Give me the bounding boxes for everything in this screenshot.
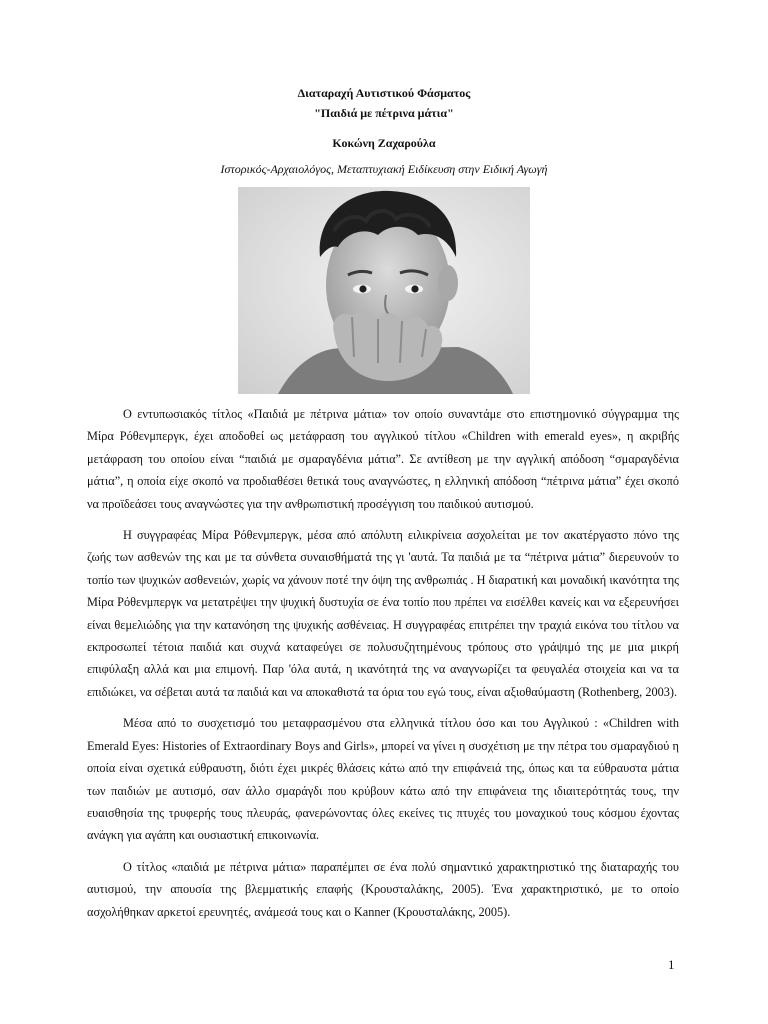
child-photo-illustration: [238, 187, 530, 394]
page-number: 1: [668, 957, 675, 972]
author-credentials: Ιστορικός-Αρχαιολόγος, Μεταπτυχιακή Ειδίκευση στην Ειδική Αγωγή: [220, 162, 548, 176]
paragraph-2: Η συγγραφέας Μίρα Ρόθενμπεργκ, μέσα από απόλυτη ειλικρίνεια ασχολείται με τον ακατέργαστο πόνο της ζωής των ασθενών της και με τα σύνθετα συναισθήματά της γι 'αυτά. Τα παιδιά με τα “πέτρινα μάτια” διερευνούν το τοπίο των ψυχικών ασθενειών, χωρίς να χάνουν ποτέ την όψη της ανθρωπιάς . Η διαρατική και μοναδική ικανότητα της Μίρα Ρόθενμπεργκ να μετατρέψει την ψυχική δυστυχία σε ένα τοπίο που πρέπει να εισέλθει κανείς και να εξερευνήσει είναι θεμελιώδης για την κατανόηση της ψυχικής ασθένειας. Η συγγραφέας επιτρέπει την τραχιά εικόνα του τίτλου να εκπροσωπεί τέτοια παιδιά και συχνά καταφεύγει σε πολυσυζητημένους τρόπους στο γράψιμό της με μια μικρή επιφύλαξη αλλά και μια επιμονή. Παρ 'όλα αυτά, η ικανότητά της να αναγνωρίζει τα φευγαλέα στοιχεία και να τα επιδιώκει, να σέβεται αυτά τα παιδιά και να αποκαθιστά τα όρια του εγώ τους, είναι αξιοθαύμαστη (Rothenberg, 2003).: [87, 528, 679, 699]
document-subtitle: "Παιδιά με πέτρινα μάτια": [314, 106, 454, 120]
paragraph-1: Ο εντυπωσιακός τίτλος «Παιδιά με πέτρινα μάτια» τον οποίο συναντάμε στο επιστημονικό σύγγραμμα της Μίρα Ρόθενμπεργκ, έχει αποδοθεί ως μετάφραση του αγγλικού τίτλου «Children with emerald eyes», η ακριβής μετάφραση του οποίου είναι “παιδιά με σμαραγδένια μάτια”. Σε αντίθεση με την αγγλική απόδοση “σμαραγδένια μάτια”, η οποία είχε σκοπό να προδιαθέσει θετικά τους αναγνώστες, η ελληνική απόδοση “πέτρινα μάτια” έχει σκοπό να προϊδεάσει τους αναγνώστες για την ανθρωπιστική προσέγγιση του παιδικού αυτισμού.: [87, 407, 679, 511]
child-photo: [238, 187, 530, 394]
article-body: [87, 403, 679, 932]
document-title: Διαταραχή Αυτιστικού Φάσματος: [297, 86, 471, 100]
paragraph-4: Ο τίτλος «παιδιά με πέτρινα μάτια» παραπέμπει σε ένα πολύ σημαντικό χαρακτηριστικό της διαταραχής του αυτισμού, την απουσία της βλεμματικής επαφής (Κρουσταλάκης, 2005). Ένα χαρακτηριστικό, με το οποίο ασχολήθηκαν αρκετοί ερευνητές, ανάμεσά τους και ο Kanner (Κρουσταλάκης, 2005).: [87, 859, 679, 919]
author-name: Κοκώνη Ζαχαρούλα: [332, 136, 436, 150]
paragraph-3: Μέσα από το συσχετισμό του μεταφρασμένου στα ελληνικά τίτλου όσο και του Αγγλικού : «Children with Emerald Eyes: Histories of Extraordinary Boys and Girls», μπορεί να γίνει η συσχέτιση με την πέτρα του σμαραγδιού η οποία είναι σχετικά εύθραυστη, διότι έχει μικρές θλάσεις κάτω από την επιφάνειά της, όπως και τα εύθραυστα μάτια των παιδιών με αυτισμό, σαν άλλο σμαράγδι που κρύβουν κάτω από την επιφάνεια της ιδιαιτερότητάς τους, την ευαισθησία της τρυφερής τους πλευράς, φανερώνοντας όλες εκείνες τις πτυχές του μοναχικού τους κόσμου έχοντας ανάγκη για αγάπη και ουσιαστική επικοινωνία.: [87, 716, 679, 843]
